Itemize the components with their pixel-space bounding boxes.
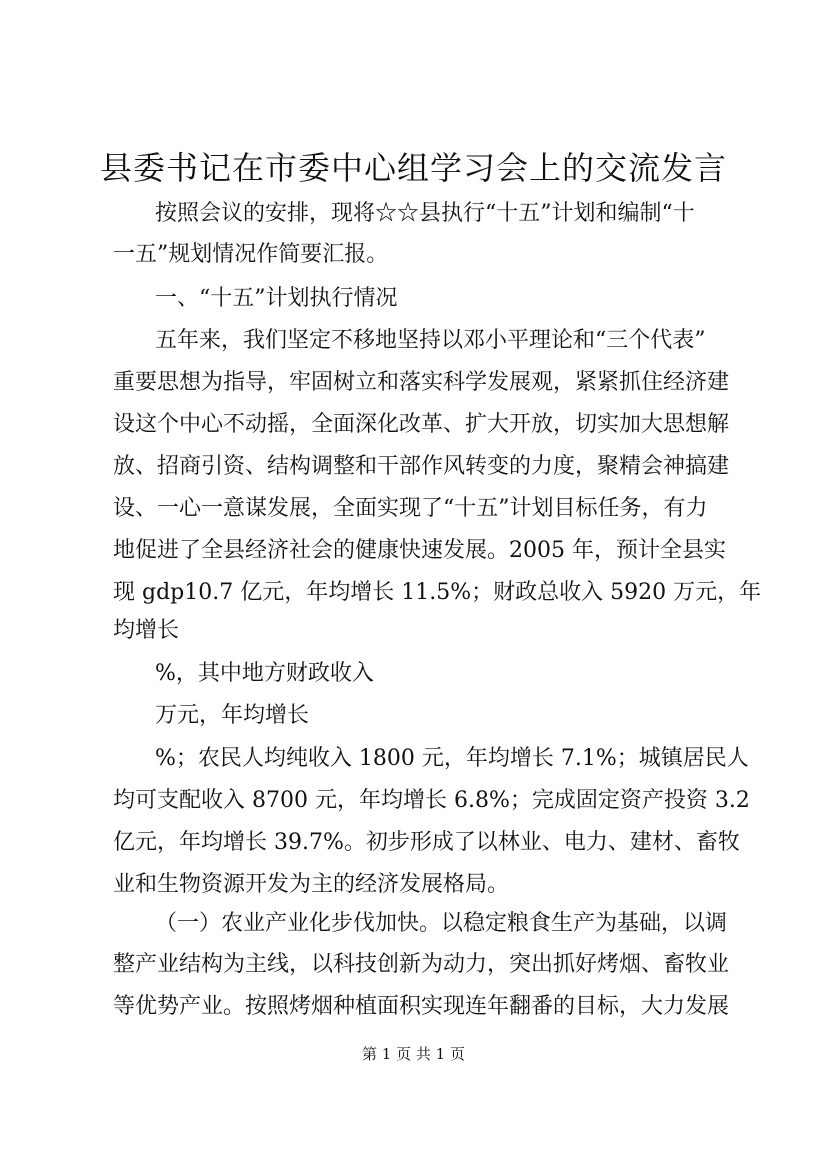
- paragraph-line: 整产业结构为主线，以科技创新为动力，突出抓好烤烟、畜牧业: [113, 952, 730, 977]
- section-heading: 一、“十五”计划执行情况: [155, 286, 398, 311]
- paragraph-line: （一）农业产业化步伐加快。以稳定粮食生产为基础，以调: [155, 911, 728, 936]
- paragraph-line: %；农民人均纯收入 1800 元，年均增长 7.1%；城镇居民人: [155, 746, 749, 771]
- paragraph-line: 放、招商引资、结构调整和干部作风转变的力度，聚精会神搞建: [113, 454, 730, 479]
- paragraph-line: 等优势产业。按照烤烟种植面积实现连年翻番的目标，大力发展: [113, 994, 730, 1019]
- paragraph-line: %，其中地方财政收入: [155, 661, 374, 686]
- paragraph-line: 重要思想为指导，牢固树立和落实科学发展观，紧紧抓住经济建: [113, 370, 730, 395]
- page-number: 第 1 页 共 1 页: [362, 1045, 465, 1063]
- paragraph-line: 现 gdp10.7 亿元，年均增长 11.5%；财政总收入 5920 万元，年: [113, 580, 762, 605]
- paragraph-line: 五年来，我们坚定不移地坚持以邓小平理论和“三个代表”: [155, 328, 706, 353]
- paragraph-line: 业和生物资源开发为主的经济发展格局。: [113, 872, 510, 897]
- paragraph-line: 地促进了全县经济社会的健康快速发展。2005 年，预计全县实: [113, 538, 726, 563]
- paragraph-line: 按照会议的安排，现将☆☆县执行“十五”计划和编制“十: [155, 201, 695, 226]
- paragraph-line: 一五”规划情况作简要汇报。: [113, 242, 389, 267]
- paragraph-line: 设这个中心不动摇，全面深化改革、扩大开放，切实加大思想解: [113, 412, 730, 437]
- document-title: 县委书记在市委中心组学习会上的交流发言: [99, 149, 727, 187]
- paragraph-line: 亿元，年均增长 39.7%。初步形成了以林业、电力、建材、畜牧: [113, 830, 740, 855]
- paragraph-line: 均增长: [113, 618, 180, 643]
- paragraph-line: 万元，年均增长: [155, 703, 310, 728]
- paragraph-line: 设、一心一意谋发展，全面实现了“十五”计划目标任务，有力: [113, 496, 708, 521]
- paragraph-line: 均可支配收入 8700 元，年均增长 6.8%；完成固定资产投资 3.2: [113, 788, 750, 813]
